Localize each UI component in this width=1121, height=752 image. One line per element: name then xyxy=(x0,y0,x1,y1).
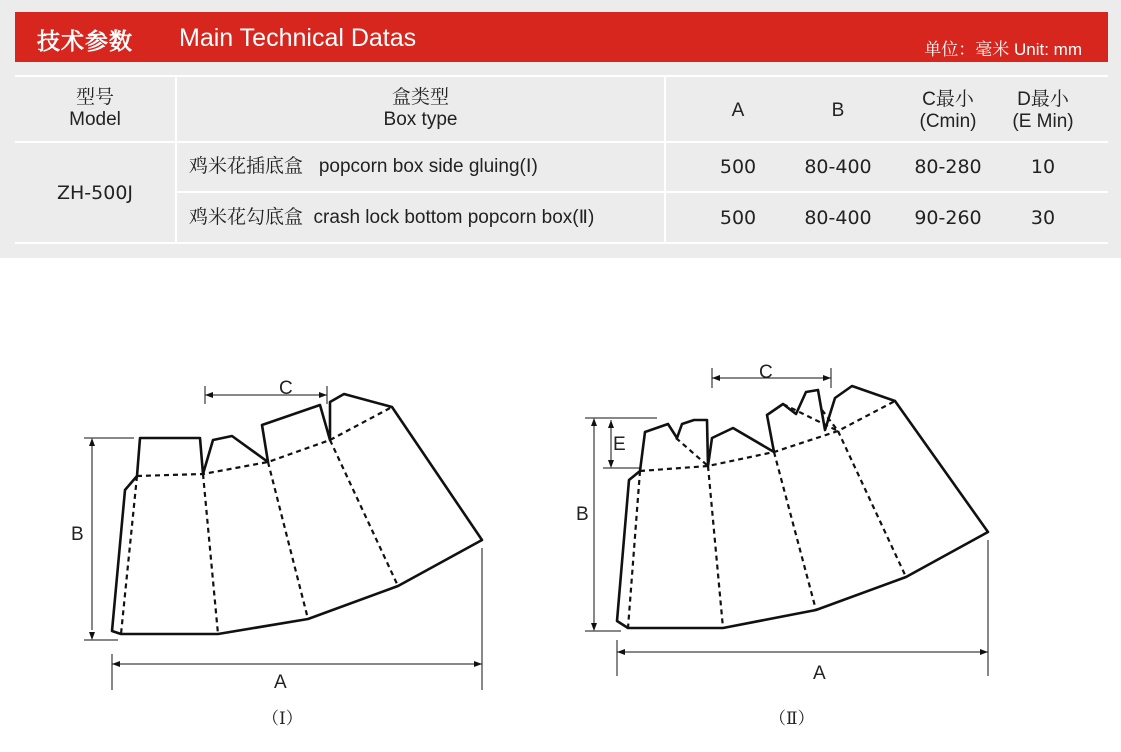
diagram-two-label-e: E xyxy=(613,434,626,455)
diagram-two-label-b: B xyxy=(576,504,589,525)
title-bar xyxy=(15,12,1108,62)
row2-b-value: 80-400 xyxy=(804,206,872,229)
diagram-one-outline xyxy=(112,394,482,634)
header-boxtype-en: Box type xyxy=(383,109,458,130)
row1-c xyxy=(900,143,996,191)
tech-data-panel xyxy=(0,0,1121,258)
header-c-line1: C最小 xyxy=(922,89,974,110)
unit-label: 单位：毫米 Unit: mm xyxy=(924,40,1082,59)
diagram-one-label-b: B xyxy=(71,524,84,545)
table-divider-boxtype xyxy=(664,76,666,242)
model-cell xyxy=(15,143,175,242)
row2-a-value: 500 xyxy=(719,206,757,229)
header-model xyxy=(15,77,175,141)
row2-c-value: 90-260 xyxy=(914,206,982,229)
header-d-line2: (E Min) xyxy=(1012,111,1074,132)
row1-c-value: 80-280 xyxy=(914,156,982,178)
row2-box-type: 鸡米花勾底盒 crash lock bottom popcorn box(Ⅱ) xyxy=(189,206,595,228)
row2-b xyxy=(790,193,886,242)
diagram-one xyxy=(84,386,482,690)
diagram-two-caption: （Ⅱ） xyxy=(769,709,815,729)
header-boxtype xyxy=(177,77,664,141)
header-d xyxy=(995,77,1091,145)
header-c-line2: (Cmin) xyxy=(919,111,977,132)
row1-b-value: 80-400 xyxy=(804,156,872,178)
diagram-two xyxy=(585,368,988,676)
header-model-cn: 型号 xyxy=(75,87,114,108)
table-row xyxy=(177,193,664,242)
diagram-one-arrows xyxy=(89,392,482,667)
diagram-two-dimensions xyxy=(585,368,988,676)
row1-box-type: 鸡米花插底盒 popcorn box side gluing(Ⅰ) xyxy=(189,156,538,177)
model-value: ZH-500J xyxy=(56,181,134,204)
diagram-one-dimensions xyxy=(84,386,482,690)
header-a-label: A xyxy=(731,100,745,121)
row1-b xyxy=(790,143,886,191)
row2-a xyxy=(690,193,786,242)
diagram-two-outline xyxy=(617,386,988,628)
diagram-one-caption: （Ⅰ） xyxy=(262,709,303,729)
header-b xyxy=(790,77,886,145)
row1-a-value: 500 xyxy=(719,156,757,178)
diagram-two-folds xyxy=(628,401,906,628)
header-d-line1: D最小 xyxy=(1017,89,1069,110)
header-boxtype-cn: 盒类型 xyxy=(391,87,449,108)
header-b-label: B xyxy=(831,100,845,121)
table-row xyxy=(177,143,664,191)
diagram-two-label-c: C xyxy=(759,362,773,383)
header-c xyxy=(900,77,996,145)
box-diagrams xyxy=(0,258,1121,752)
row1-d-value: 10 xyxy=(1030,156,1056,178)
diagram-two-arrows xyxy=(591,375,988,655)
header-model-en: Model xyxy=(69,109,121,130)
row1-a xyxy=(690,143,786,191)
table-line-bottom xyxy=(15,242,1108,244)
header-a xyxy=(690,77,786,145)
diagram-two-label-a: A xyxy=(813,663,826,684)
diagram-one-label-c: C xyxy=(279,378,293,399)
row1-d xyxy=(995,143,1091,191)
diagram-one-label-a: A xyxy=(274,672,287,693)
title-chinese: 技术参数 xyxy=(37,29,133,55)
row2-d xyxy=(995,193,1091,242)
row2-d-value: 30 xyxy=(1030,206,1056,229)
title-english: Main Technical Datas xyxy=(179,24,417,52)
row2-c xyxy=(900,193,996,242)
